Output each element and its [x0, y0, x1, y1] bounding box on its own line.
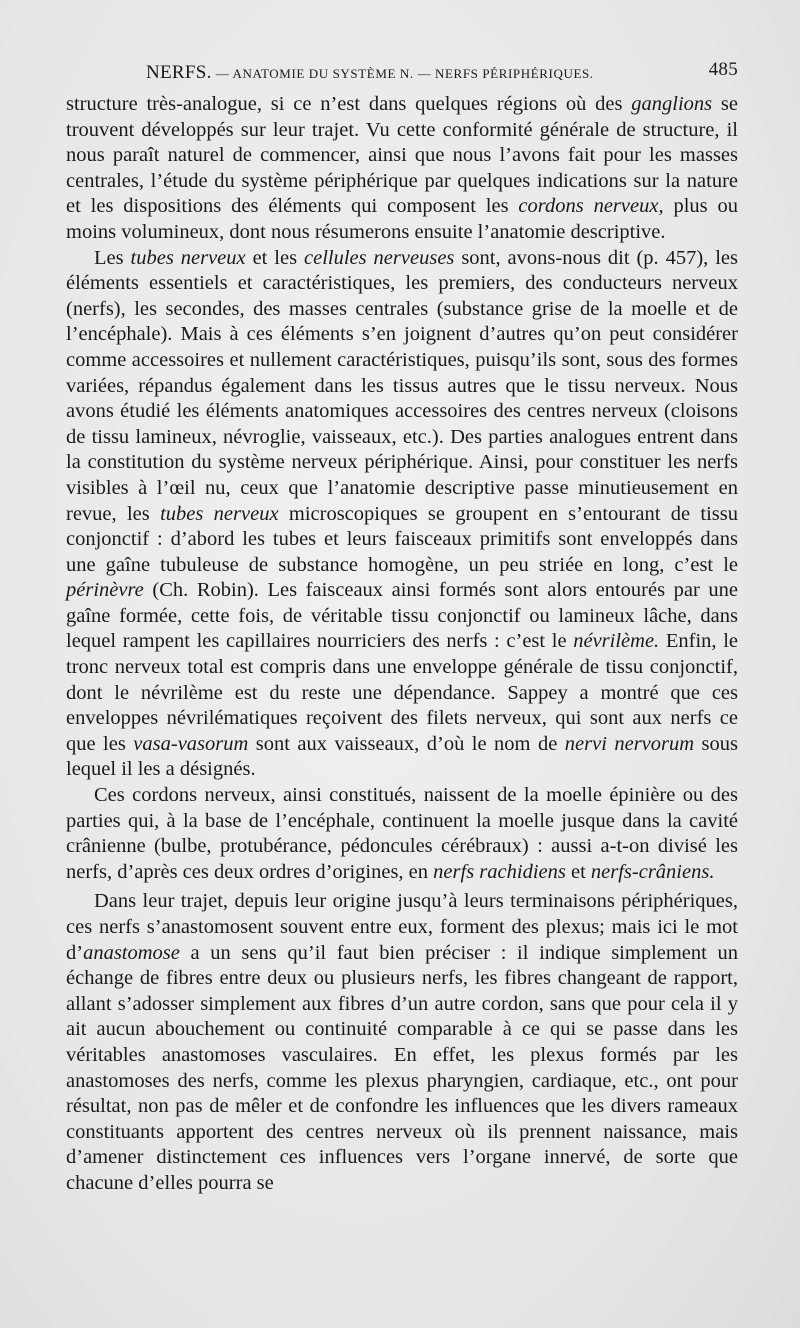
header-title: NERFS. [146, 62, 212, 83]
italic-term: périnèvre [66, 579, 144, 602]
body-text [66, 92, 738, 1197]
paragraph-1 [66, 92, 738, 246]
text-span: structure très-analogue, si ce n’est dans quelques régions où des [66, 93, 632, 115]
text-span: et les [245, 246, 305, 269]
italic-term: tubes nerveux [130, 246, 246, 269]
text-span: sous lequel il les a désignés. [66, 732, 738, 781]
page-number: 485 [708, 59, 738, 80]
text-span: (Ch. Robin). Les faisceaux ainsi formés sont alors entourés par une gaîne formée, cette fois, de véritable tissu conjonctif ou lamineux lâche, dans lequel rampent les capillaires nourriciers des nerfs : c’est le [66, 579, 738, 653]
text-span: et [565, 860, 591, 883]
text-span: Dans leur trajet, depuis leur origine jusqu’à leurs terminaisons périphériques, ces nerfs s’anastomosent souvent entre eux, forment des plexus; mais ici le mot d’ [66, 890, 738, 964]
italic-term: névrilème. [573, 630, 660, 653]
italic-term: nervi nervorum [564, 732, 695, 755]
italic-term: vasa-vasorum [133, 732, 249, 755]
running-header [66, 59, 738, 86]
italic-term: nerfs rachidiens [433, 860, 566, 883]
text-span: se trouvent développés sur leur trajet. Vu cette conformité générale de structure, il nous paraît naturel de commencer, ainsi que nous l’avons fait pour les masses centrales, l’étude du système périphérique par quelques indications sur la nature et les dispositions des éléments qui composent les [66, 93, 738, 218]
text-span: Ces cordons nerveux, ainsi constitués, naissent de la moelle épinière ou des parties qui, à la base de l’encéphale, continuent la moelle jusque dans la cavité crânienne (bulbe, protubérance, pédoncules cérébraux) : aussi a-t-on divisé les nerfs, d’après ces deux ordres d’origines, en [66, 784, 738, 883]
text-span: plus ou moins volumineux, dont nous résumerons ensuite l’anatomie descriptive. [66, 195, 738, 243]
italic-term: anastomose [83, 941, 180, 964]
paragraph-4 [66, 889, 738, 1196]
paragraph-2 [66, 246, 738, 783]
paragraph-3 [66, 783, 738, 885]
italic-term: nerfs-crâniens. [590, 860, 715, 883]
italic-term: ganglions [631, 93, 713, 115]
italic-term: cellules nerveuses [304, 246, 455, 269]
italic-term: tubes nerveux [160, 502, 279, 525]
header-text [146, 62, 594, 84]
italic-term: cordons nerveux, [518, 195, 664, 218]
text-span: sont, avons-nous dit (p. 457), les éléments essentiels et caractéristiques, les premiers, des conducteurs nerveux (nerfs), les secondes, des masses centrales (substance grise de la moelle et de l’encéphale). Mais à ces éléments s’en joignent d’autres qu’on peut considérer comme accessoires et nullement caractéristiques, puisqu’ils sont, sous des formes variées, répandus également dans les tissus autres que le tissu nerveux. Nous avons étudié les éléments anatomiques accessoires des centres nerveux (cloisons de tissu lamineux, névroglie, vaisseaux, etc.). Des parties analogues entrent dans la constitution du système nerveux périphérique. Ainsi, pour constituer les nerfs visibles à l’œil nu, ceux que l’anatomie descriptive passe minutieusement en revue, les [66, 246, 738, 525]
text-span: sont aux vaisseaux, d’où le nom de [248, 732, 565, 755]
header-section: — ANATOMIE DU SYSTÈME N. — NERFS PÉRIPHÉRIQUES. [215, 66, 594, 81]
text-span: a un sens qu’il faut bien préciser : il indique simplement un échange de fibres entre deux ou plusieurs nerfs, les fibres changeant de rapport, allant s’adosser simplement aux fibres d’un autre cordon, sans que pour cela il y ait aucun abouchement ou continuité comparable à ce qui se passe dans les véritables anastomoses vasculaires. En effet, les plexus formés par les anastomoses des nerfs, comme les plexus pharyngien, cardiaque, etc., ont pour résultat, non pas de mêler et de confondre les influences que les divers rameaux constituants apportent des centres nerveux où ils prennent naissance, mais d’amener distinctement ces influences vers l’organe innervé, de sorte que chacune d’elles pourra se [66, 941, 738, 1194]
text-span: Enfin, le tronc nerveux total est compris dans une enveloppe générale de tissu conjonctif, dont le névrilème est du reste une dépendance. Sappey a montré que ces enveloppes névrilématiques reçoivent des filets nerveux, qui sont aux nerfs ce que les [66, 630, 738, 755]
text-span: Les [94, 246, 131, 269]
text-span: microscopiques se groupent en s’entourant de tissu conjonctif : d’abord les tubes et leurs faisceaux primitifs sont enveloppés dans une gaîne tubuleuse de substance homogène, un peu striée en long, c’est le [66, 502, 738, 576]
